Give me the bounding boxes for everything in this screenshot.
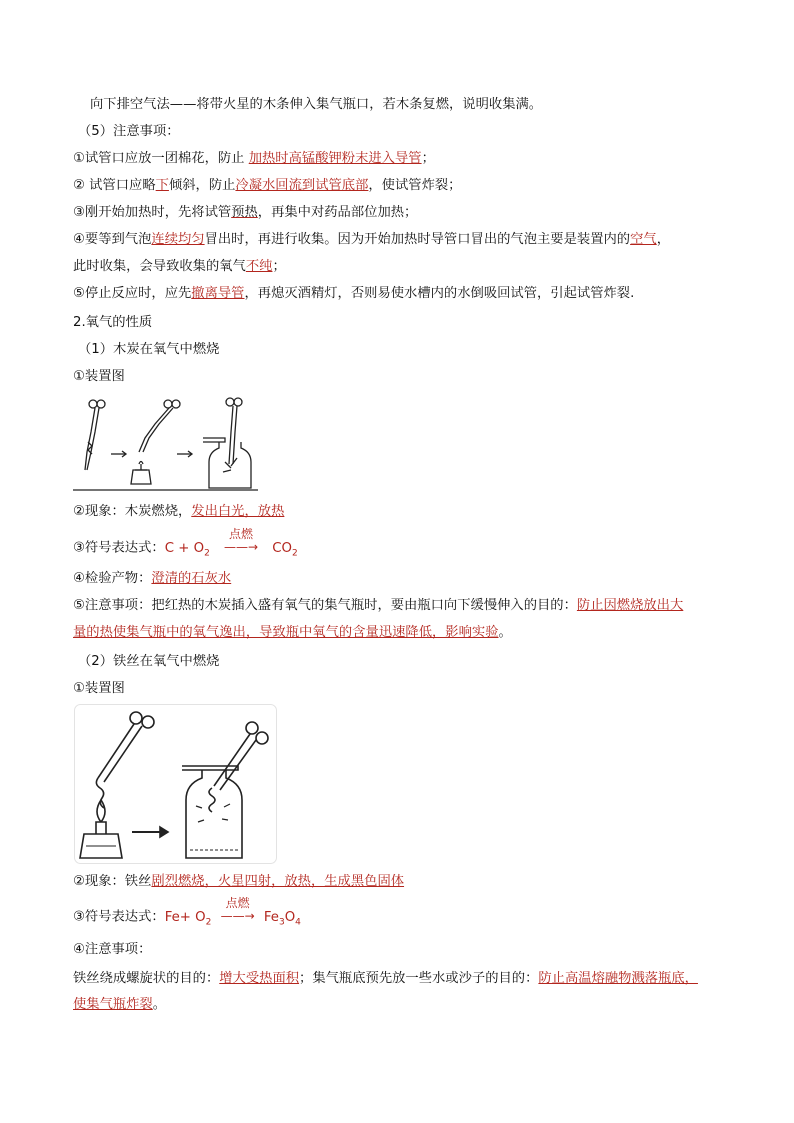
- answer: 下: [155, 178, 169, 193]
- charcoal-note-line2: 量的热使集气瓶中的氧气逸出，导致瓶中氧气的含量迅速降低，影响实验。: [73, 625, 512, 640]
- note-4: ④要等到气泡连续均匀冒出时，再进行收集。因为开始加热时导管口冒出的气泡主要是装置内的空气，: [73, 232, 670, 247]
- note-5: ⑤停止反应时，应先撤离导管，再熄灭酒精灯，否则易使水槽内的水倒吸回试管，引起试管炸裂.: [73, 286, 635, 301]
- answer: 不纯: [245, 259, 273, 274]
- iron-phenomenon: ②现象：铁丝剧烈燃烧，火星四射，放热，生成黑色固体: [73, 874, 405, 889]
- reaction-arrow: 点燃 ——→: [220, 896, 255, 923]
- answer: 冷凝水回流到试管底部: [235, 178, 369, 193]
- answer: 防止高温熔融物溅落瓶底，: [538, 971, 698, 986]
- charcoal-phenomenon: ②现象：木炭燃烧，发出白光，放热: [73, 504, 285, 519]
- notes-heading-5: （5）注意事项：: [78, 124, 180, 139]
- note-3: ③刚开始加热时，先将试管预热，再集中对药品部位加热；: [73, 205, 418, 220]
- figure-label-iron: ①装置图: [73, 681, 125, 696]
- answer: 增大受热面积: [219, 971, 300, 986]
- note-1: ①试管口应放一团棉花，防止 加热时高锰酸钾粉末进入导管；: [73, 151, 435, 166]
- iron-note-line2: 使集气瓶炸裂。: [73, 997, 167, 1012]
- answer: 澄清的石灰水: [151, 571, 232, 586]
- equation-right: $CO_2$: [272, 540, 298, 559]
- charcoal-apparatus-figure: [73, 392, 258, 494]
- answer: 使集气瓶炸裂: [73, 997, 153, 1012]
- answer: 撤离导管: [191, 286, 245, 301]
- reaction-arrow: 点燃 ——→: [224, 527, 259, 554]
- subsection-charcoal: （1）木炭在氧气中燃烧: [78, 342, 220, 357]
- section-oxygen-properties: 2.氧气的性质: [73, 315, 153, 330]
- answer: 连续均匀: [151, 232, 205, 247]
- equation-left: $Fe+ O_2$: [164, 909, 212, 928]
- iron-equation: ③符号表达式：$Fe+ O_2$ 点燃 ——→ $Fe_3O_4$: [73, 896, 301, 928]
- answer: 加热时高锰酸钾粉末进入导管: [248, 151, 422, 166]
- answer: 量的热使集气瓶中的氧气逸出，导致瓶中氧气的含量迅速降低，影响实验: [73, 625, 499, 640]
- answer: 空气: [630, 232, 657, 247]
- answer: 剧烈燃烧，火星四射，放热，生成黑色固体: [151, 874, 405, 889]
- iron-note-line1: 铁丝绕成螺旋状的目的：增大受热面积；集气瓶底预先放一些水或沙子的目的：防止高温熔融物溅落瓶底，: [73, 971, 698, 986]
- answer: 预热: [231, 205, 258, 220]
- note-4-cont: 此时收集，会导致收集的氧气不纯；: [73, 259, 286, 274]
- equation-right: $Fe_3O_4$: [263, 909, 301, 928]
- figure-label-charcoal: ①装置图: [73, 369, 125, 384]
- answer: 发出白光，放热: [191, 504, 285, 519]
- subsection-iron-wire: （2）铁丝在氧气中燃烧: [78, 654, 220, 669]
- iron-apparatus-figure: [74, 704, 277, 864]
- equation-left: $C + O_2$: [164, 540, 210, 559]
- charcoal-equation: ③符号表达式：$C + O_2$ 点燃 ——→ $CO_2$: [73, 527, 298, 559]
- answer: 防止因燃烧放出大: [576, 598, 684, 613]
- charcoal-product-test: ④检验产物：澄清的石灰水: [73, 571, 232, 586]
- charcoal-note-line1: ⑤注意事项：把红热的木炭插入盛有氧气的集气瓶时，要由瓶口向下缓慢伸入的目的：防止因燃烧放出大: [73, 598, 684, 613]
- line-downward-air-method: 向下排空气法——将带火星的木条伸入集气瓶口，若木条复燃，说明收集满。: [90, 97, 543, 112]
- note-2: ② 试管口应略下倾斜，防止冷凝水回流到试管底部，使试管炸裂；: [73, 178, 462, 193]
- iron-notes-heading: ④注意事项：: [73, 942, 152, 957]
